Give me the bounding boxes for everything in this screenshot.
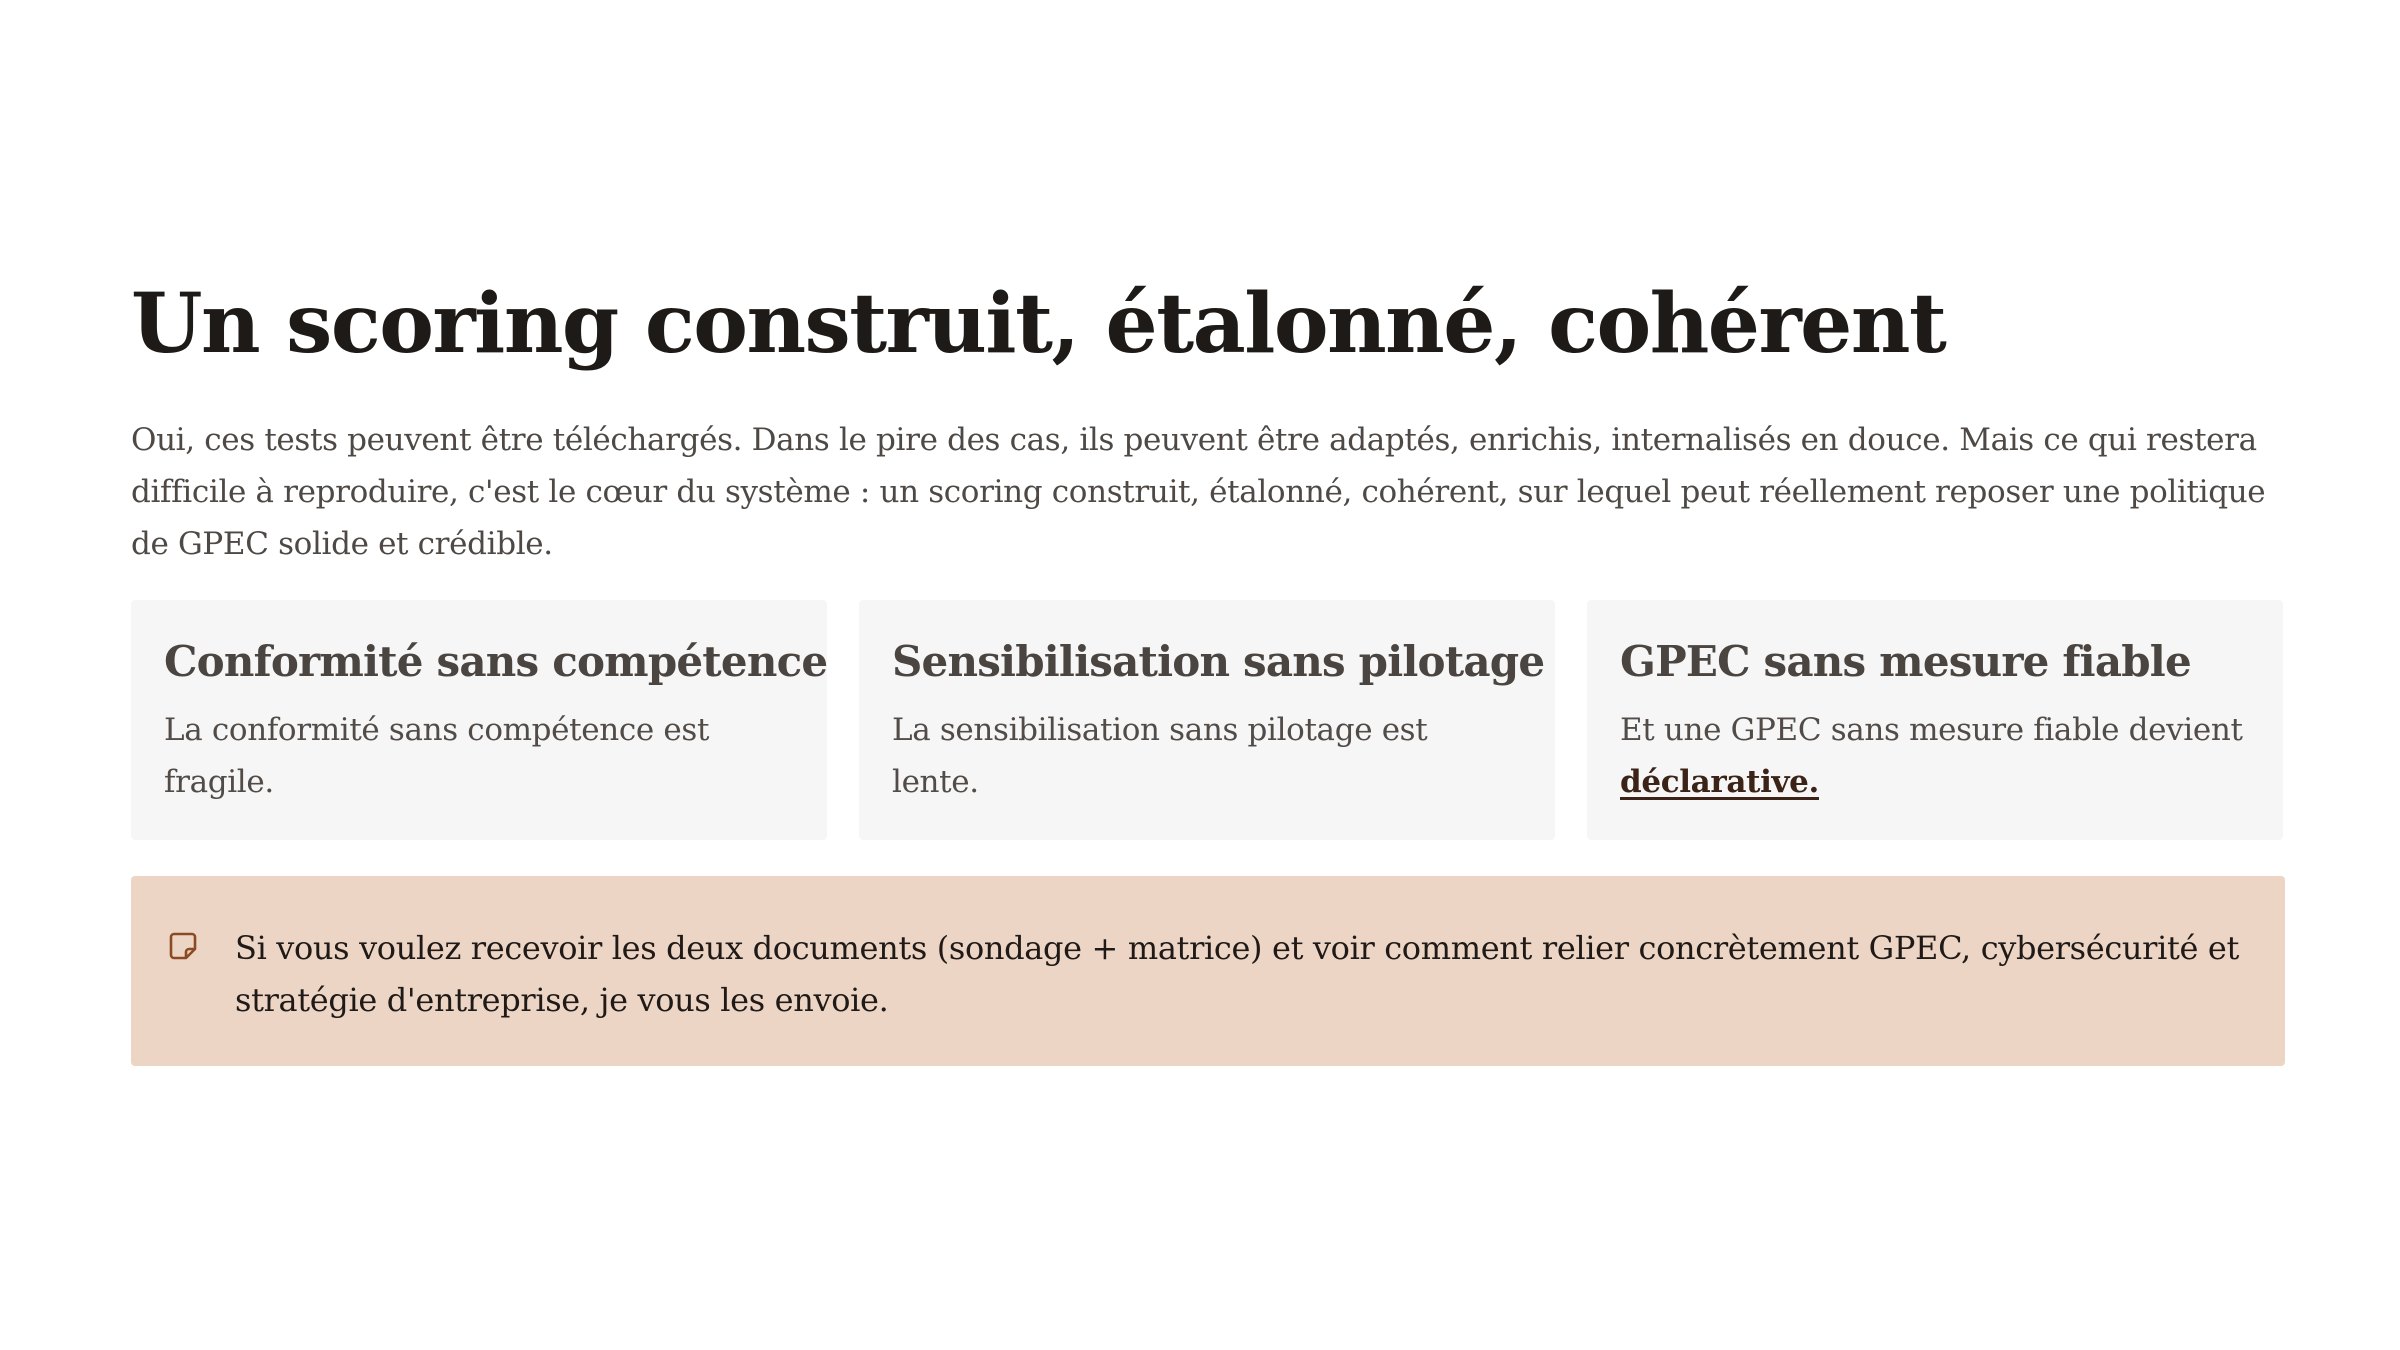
card-body-text: La conformité sans compétence est fragile. [164, 712, 710, 800]
card-body-emphasis: déclarative. [1620, 764, 1819, 800]
card-body [892, 704, 1521, 808]
card-gpec [1587, 600, 2283, 840]
callout-text: Si vous voulez recevoir les deux documents (sondage + matrice) et voir comment relier concrètement GPEC, cybersécurité et stratégie d'entreprise, je vous les envoie. [235, 929, 2240, 1019]
card-title: GPEC sans mesure fiable [1620, 637, 2191, 686]
card-row [131, 600, 2285, 840]
card-awareness [859, 600, 1555, 840]
card-compliance [131, 600, 827, 840]
card-body [1620, 704, 2249, 808]
card-title: Sensibilisation sans pilotage [892, 637, 1545, 686]
card-body [164, 704, 793, 808]
card-body-text: La sensibilisation sans pilotage est lente. [892, 712, 1428, 800]
card-title: Conformité sans compétence [164, 637, 828, 686]
page-title: Un scoring construit, étalonné, cohérent [131, 276, 1946, 372]
sticky-note-icon [167, 930, 199, 962]
slide-content [131, 270, 2285, 1066]
card-body-text: Et une GPEC sans mesure fiable devient [1620, 712, 2243, 748]
callout-box [131, 876, 2285, 1066]
intro-paragraph: Oui, ces tests peuvent être téléchargés. Dans le pire des cas, ils peuvent être adaptés, enrichis, internalisés en douce. Mais ce qui restera difficile à reproduire, c'est le cœur du système : un scoring construit, étalonné, cohérent, sur lequel peut réellement reposer une politique de GPEC solide et crédible. [131, 422, 2266, 562]
